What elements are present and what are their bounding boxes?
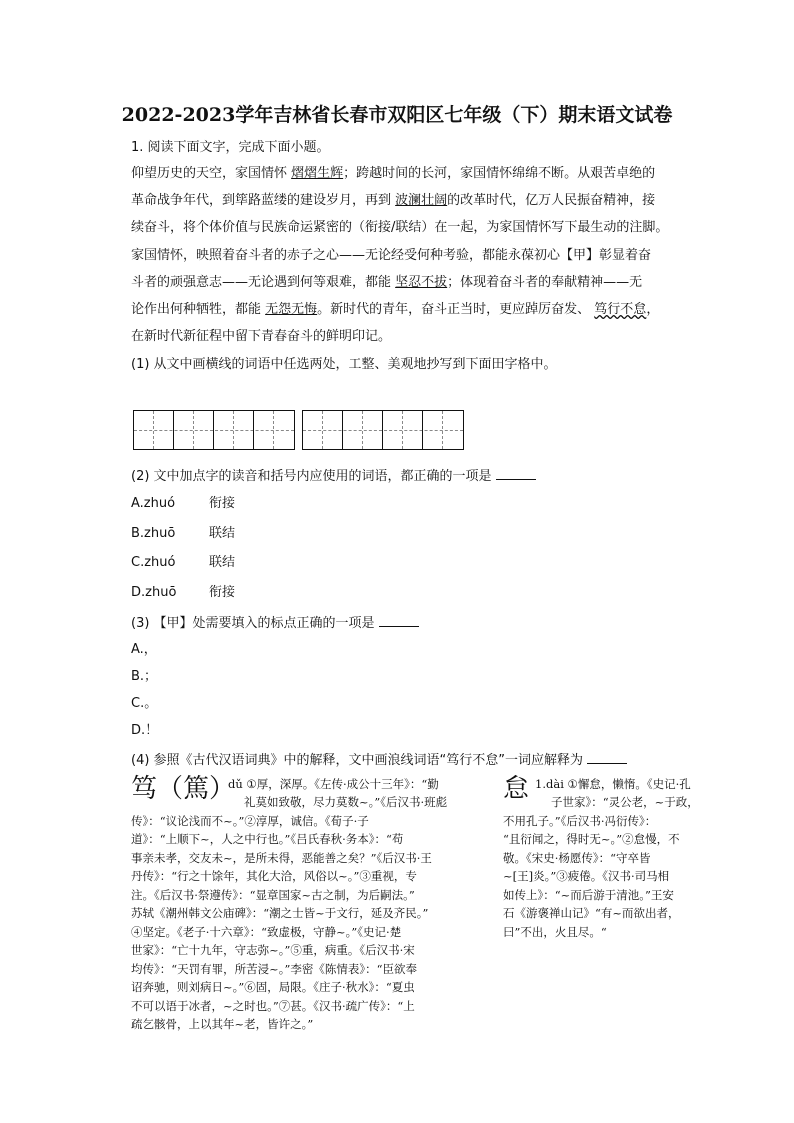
sub-question-2: (2) 文中加点字的读音和括号内应使用的词语，都正确的一项是 bbox=[131, 467, 536, 485]
dict-line: 道》：“上顺下~，人之中行也。”《吕氏春秋·务本》：“苟 bbox=[131, 832, 404, 846]
option-b[interactable]: B.； bbox=[131, 669, 158, 684]
dict-line: 事亲未孝，交友未~，是所未得，恶能善之矣？”《后汉书·王 bbox=[131, 851, 432, 865]
underlined-word: 坚忍不拔 bbox=[395, 275, 448, 290]
dict-line: 传》：“议论浅而不~。”②淳厚，诚信。《荀子·子 bbox=[131, 814, 369, 828]
passage-line-5: 斗者的顽强意志——无论遇到何等艰难，都能 坚忍不拔；体现着奋斗者的奉献精神——无 bbox=[131, 275, 643, 290]
page-title: 2022-2023学年吉林省长春市双阳区七年级（下）期末语文试卷 bbox=[121, 104, 673, 126]
question-1-intro: 1. 阅读下面文字，完成下面小题。 bbox=[131, 140, 330, 155]
dict-line: 敬。《宋史·杨愿传》：“守卒皆 bbox=[503, 851, 651, 865]
option-a[interactable]: A.zhuó 衔接 bbox=[131, 496, 236, 511]
dict-line: “且衍闻之，得时无~。”②怠慢，不 bbox=[503, 832, 680, 846]
dict-line: 苏轼《潮州韩文公庙碑》：“潮之士皆~于文行，延及齐民。” bbox=[131, 906, 429, 920]
answer-blank[interactable] bbox=[587, 751, 627, 764]
underlined-word: 波澜壮阔 bbox=[395, 193, 448, 208]
passage-line-7: 在新时代新征程中留下青春奋斗的鲜明印记。 bbox=[131, 329, 392, 344]
sub-question-4: (4) 参照《古代汉语词典》中的解释，文中画浪线词语“笃行不怠”一词应解释为 bbox=[131, 751, 627, 769]
dict-headword: 笃（篤） bbox=[131, 774, 236, 804]
dict-line: 世家》：“亡十九年，守志弥~。”⑤重，病重。《后汉书·宋 bbox=[131, 943, 415, 957]
dict-line: 如传上》：“~而后游于清池。”王安 bbox=[503, 888, 674, 902]
dict-line: ~[王]炎。”③疲倦。《汉书·司马相 bbox=[503, 869, 670, 883]
option-b[interactable]: B.zhuō 联结 bbox=[131, 526, 236, 541]
sub-question-3: (3) 【甲】处需要填入的标点正确的一项是 bbox=[131, 614, 419, 632]
dict-line: 诏奔驰，则刘病日~。”⑥固，局限。《庄子·秋水》：“夏虫 bbox=[131, 980, 415, 994]
dict-line: 礼莫如致敬，尽力莫数~。”《后汉书·班彪 bbox=[244, 795, 448, 809]
dict-line: ④坚定。《老子·十六章》：“致虚极，守静~。”《史记·楚 bbox=[131, 925, 402, 939]
passage-line-3: 续奋斗，将个体价值与民族命运紧密的（衔接/联结）在一起，为家国情怀写下最生动的注脚。 bbox=[131, 220, 669, 235]
dict-line: 曰”不出，火且尽。“ bbox=[503, 925, 607, 939]
dict-line: 不可以语于冰者，~之时也。”⑦甚。《汉书·疏广传》：“上 bbox=[131, 999, 415, 1013]
answer-blank[interactable] bbox=[379, 614, 419, 627]
option-a[interactable]: A.， bbox=[131, 642, 157, 657]
underlined-word: 熠熠生辉 bbox=[291, 166, 344, 181]
dict-line: 石《游褒禅山记》“有~而欲出者， bbox=[503, 906, 680, 920]
dict-line: 均传》：“天罚有罪，所苦浸~。”李密《陈情表》：“臣欲奉 bbox=[131, 962, 418, 976]
dict-headword: 怠 bbox=[503, 774, 530, 804]
option-d[interactable]: D.！ bbox=[131, 723, 159, 738]
passage-line-2: 革命战争年代，到筚路蓝缕的建设岁月，再到 波澜壮阔的改革时代，亿万人民振奋精神，接 bbox=[131, 193, 656, 208]
option-c[interactable]: C.。 bbox=[131, 696, 158, 711]
passage-line-4: 家国情怀，映照着奋斗者的赤子之心——无论经受何种考验，都能永葆初心【甲】彰显着奋 bbox=[131, 248, 652, 263]
answer-blank[interactable] bbox=[496, 467, 536, 480]
dict-line: 注。《后汉书·祭遵传》：“显章国家~古之制，为后嗣法。” bbox=[131, 888, 415, 902]
underlined-word: 无怨无悔 bbox=[265, 302, 318, 317]
dict-line: dǔ ①厚，深厚。《左传·成公十三年》：“勤 bbox=[228, 777, 439, 791]
option-d[interactable]: D.zhuō 衔接 bbox=[131, 585, 236, 600]
passage-line-6: 论作出何种牺牲，都能 无怨无悔。新时代的青年，奋斗正当时，更应踔厉奋发、 笃行不怠， bbox=[131, 302, 660, 317]
writing-grid-2[interactable] bbox=[302, 410, 464, 450]
option-c[interactable]: C.zhuó 联结 bbox=[131, 555, 236, 570]
wavy-underlined-word: 笃行不怠 bbox=[594, 302, 647, 317]
sub-question-1: (1) 从文中画横线的词语中任选两处，工整、美观地抄写到下面田字格中。 bbox=[131, 357, 557, 372]
dict-line: 疏乞骸骨，上以其年~老，皆许之。” bbox=[131, 1017, 314, 1031]
dict-line: 子世家》：“灵公老，~于政， bbox=[551, 795, 699, 809]
dict-line: 不用孔子。”《后汉书·冯衍传》： bbox=[503, 814, 657, 828]
writing-grid-1[interactable] bbox=[133, 410, 295, 450]
dict-line: 1.dài ①懈怠，懒惰。《史记·孔 bbox=[535, 777, 691, 791]
passage-line-1: 仰望历史的天空，家国情怀 熠熠生辉；跨越时间的长河，家国情怀绵绵不断。从艰苦卓绝的 bbox=[131, 166, 656, 181]
dict-line: 丹传》：“行之十馀年，其化大洽，风俗以~。”③重视，专 bbox=[131, 869, 417, 883]
